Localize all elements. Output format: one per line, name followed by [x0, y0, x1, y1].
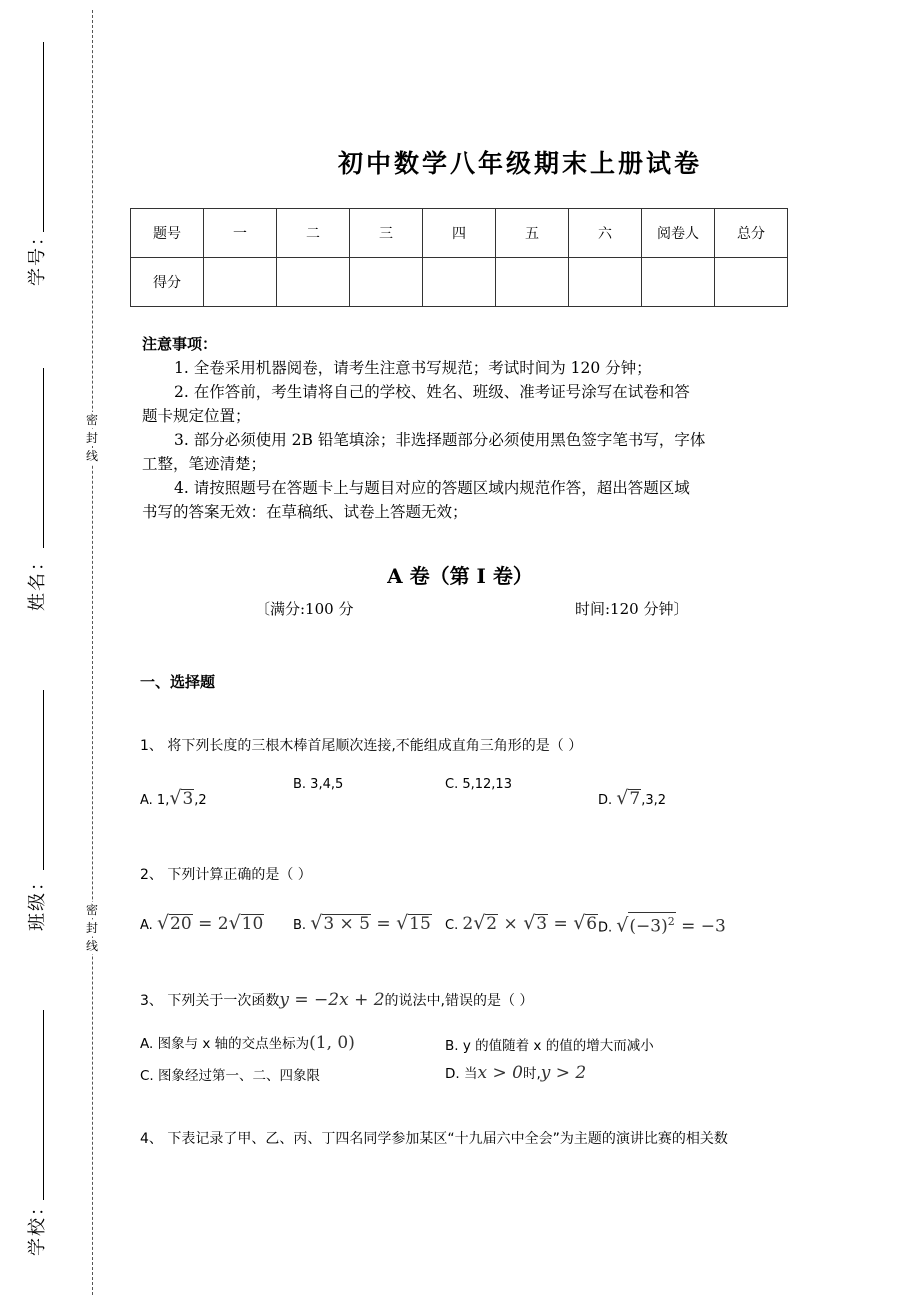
score-input-cell[interactable]: [642, 258, 715, 307]
seal-char-5: 封: [85, 921, 98, 935]
sqrt-icon: √: [473, 912, 486, 934]
q2-option-d[interactable]: [598, 912, 726, 937]
score-input-cell[interactable]: [715, 258, 788, 307]
option-text: D.: [598, 793, 617, 808]
score-input-cell[interactable]: [569, 258, 642, 307]
q3-option-c[interactable]: C. 图象经过第一、二、四象限: [140, 1068, 321, 1084]
q2-option-b[interactable]: [293, 912, 432, 934]
sqrt-icon: √: [228, 912, 241, 934]
stem-text: 3、 下列关于一次函数: [140, 993, 280, 1009]
score-cell: 一: [204, 209, 277, 258]
score-row-label: 得分: [131, 258, 204, 307]
seal-char-4: 密: [85, 903, 98, 917]
option-label: D.: [598, 920, 613, 936]
school-underline: [43, 1010, 44, 1200]
question-3-stem: [140, 990, 533, 1010]
math-text: x > 0: [477, 1063, 523, 1083]
math-text: y > 2: [540, 1063, 587, 1083]
question-2-stem: 2、 下列计算正确的是（ ）: [140, 867, 312, 883]
score-input-cell[interactable]: [204, 258, 277, 307]
student-id-label: 学号：: [27, 226, 48, 286]
score-cell: 六: [569, 209, 642, 258]
q3-option-a[interactable]: [140, 1032, 355, 1053]
q1-option-b[interactable]: B. 3,4,5: [293, 777, 344, 792]
radicand: 10: [241, 914, 264, 934]
score-table-header-row: [131, 209, 788, 258]
radicand: 2: [486, 914, 498, 934]
note-line: 工整，笔迹清楚；: [142, 455, 267, 473]
radicand: 20: [170, 914, 192, 934]
score-cell: 题号: [131, 209, 204, 258]
radicand: 3: [536, 914, 548, 934]
full-score: 〔满分:100 分: [255, 600, 354, 618]
question-4-stem: 4、 下表记录了甲、乙、丙、丁四名同学参加某区“十九届六中全会”为主题的演讲比赛的相关数: [140, 1131, 728, 1147]
exponent: 2: [667, 915, 675, 928]
note-item-3: [142, 428, 782, 476]
score-input-cell[interactable]: [423, 258, 496, 307]
score-cell: 阅卷人: [642, 209, 715, 258]
score-table: [130, 208, 788, 307]
note-line: 2. 在作答前，考生请将自己的学校、姓名、班级、准考证号涂写在试卷和答: [174, 383, 690, 401]
option-text: D. 当: [445, 1066, 478, 1082]
q2-option-c[interactable]: [445, 912, 598, 934]
seal-char-3: 线: [85, 449, 98, 463]
score-cell: 四: [423, 209, 496, 258]
math-text: =: [548, 914, 574, 934]
math-text: 2: [462, 914, 474, 934]
note-line: 1. 全卷采用机器阅卷，请考生注意书写规范；考试时间为 120 分钟；: [174, 359, 652, 377]
option-text: ,2: [194, 793, 207, 808]
math-text: = 2: [192, 914, 229, 934]
part-heading: 一、选择题: [140, 673, 216, 691]
note-line: 书写的答案无效：在草稿纸、试卷上答题无效；: [142, 503, 468, 521]
note-item-4: [142, 476, 782, 524]
section-title: A 卷（第 I 卷）: [387, 564, 533, 588]
seal-char-6: 线: [85, 939, 98, 953]
math-text: (1, 0): [309, 1033, 355, 1053]
page-title: 初中数学八年级期末上册试卷: [337, 149, 702, 178]
name-label: 姓名：: [27, 551, 48, 611]
radicand: [628, 912, 675, 936]
score-cell: 三: [350, 209, 423, 258]
q3-option-b[interactable]: B. y 的值随着 x 的值的增大而减小: [445, 1038, 654, 1054]
radicand: 6: [586, 914, 598, 934]
radicand: 3: [182, 789, 194, 809]
math-text: =: [371, 914, 397, 934]
notes-heading: 注意事项：: [142, 335, 218, 353]
q1-option-c[interactable]: C. 5,12,13: [445, 777, 512, 792]
option-label: B.: [293, 918, 307, 933]
note-line: 3. 部分必须使用 2B 铅笔填涂；非选择题部分必须使用黑色签字笔书写，字体: [174, 431, 706, 449]
math-text: y = −2x + 2: [279, 990, 385, 1010]
sqrt-icon: √: [396, 912, 409, 934]
math-text: ×: [498, 914, 524, 934]
radicand: 3 × 5: [323, 914, 370, 934]
option-text: ,3,2: [641, 793, 667, 808]
score-table-score-row: [131, 258, 788, 307]
radicand: 7: [629, 789, 641, 809]
class-label: 班级：: [27, 871, 48, 931]
option-label: A.: [140, 918, 153, 933]
school-label: 学校：: [27, 1196, 48, 1256]
option-text: 时,: [522, 1066, 541, 1082]
radicand: 15: [409, 914, 431, 934]
sqrt-icon: √: [523, 912, 536, 934]
score-cell: 五: [496, 209, 569, 258]
sqrt-icon: √: [573, 912, 586, 934]
score-cell: 二: [277, 209, 350, 258]
math-text: = −3: [675, 916, 726, 937]
seal-char-1: 密: [85, 413, 98, 427]
score-input-cell[interactable]: [277, 258, 350, 307]
score-input-cell[interactable]: [496, 258, 569, 307]
q1-option-d[interactable]: [598, 787, 666, 809]
note-item-1: [142, 356, 782, 380]
sqrt-icon: √: [310, 912, 323, 934]
note-item-2: [142, 380, 782, 428]
sqrt-icon: √: [156, 912, 170, 934]
option-label: C.: [445, 918, 459, 933]
seal-char-2: 封: [85, 431, 98, 445]
binding-dashed-line: [92, 10, 93, 1295]
q1-option-a[interactable]: [140, 787, 207, 809]
question-1-stem: 1、 将下列长度的三根木棒首尾顺次连接,不能组成直角三角形的是（ ）: [140, 738, 583, 754]
radicand-base: (−3): [629, 916, 668, 937]
option-text: A. 1,: [140, 793, 170, 808]
sqrt-icon: √: [169, 787, 182, 809]
class-underline: [43, 690, 44, 870]
student-id-underline: [43, 42, 44, 232]
sqrt-icon: √: [616, 914, 629, 937]
note-line: 4. 请按照题号在答题卡上与题目对应的答题区域内规范作答，超出答题区域: [174, 479, 690, 497]
option-text: A. 图象与 x 轴的交点坐标为: [140, 1036, 310, 1052]
stem-text: 的说法中,错误的是（ ）: [384, 993, 534, 1009]
q2-option-a[interactable]: [140, 912, 264, 934]
score-cell: 总分: [715, 209, 788, 258]
note-line: 题卡规定位置；: [142, 407, 251, 425]
sqrt-icon: √: [616, 787, 629, 809]
q3-option-d[interactable]: [445, 1062, 586, 1083]
name-underline: [43, 368, 44, 548]
exam-time: 时间:120 分钟〕: [575, 600, 689, 618]
score-input-cell[interactable]: [350, 258, 423, 307]
